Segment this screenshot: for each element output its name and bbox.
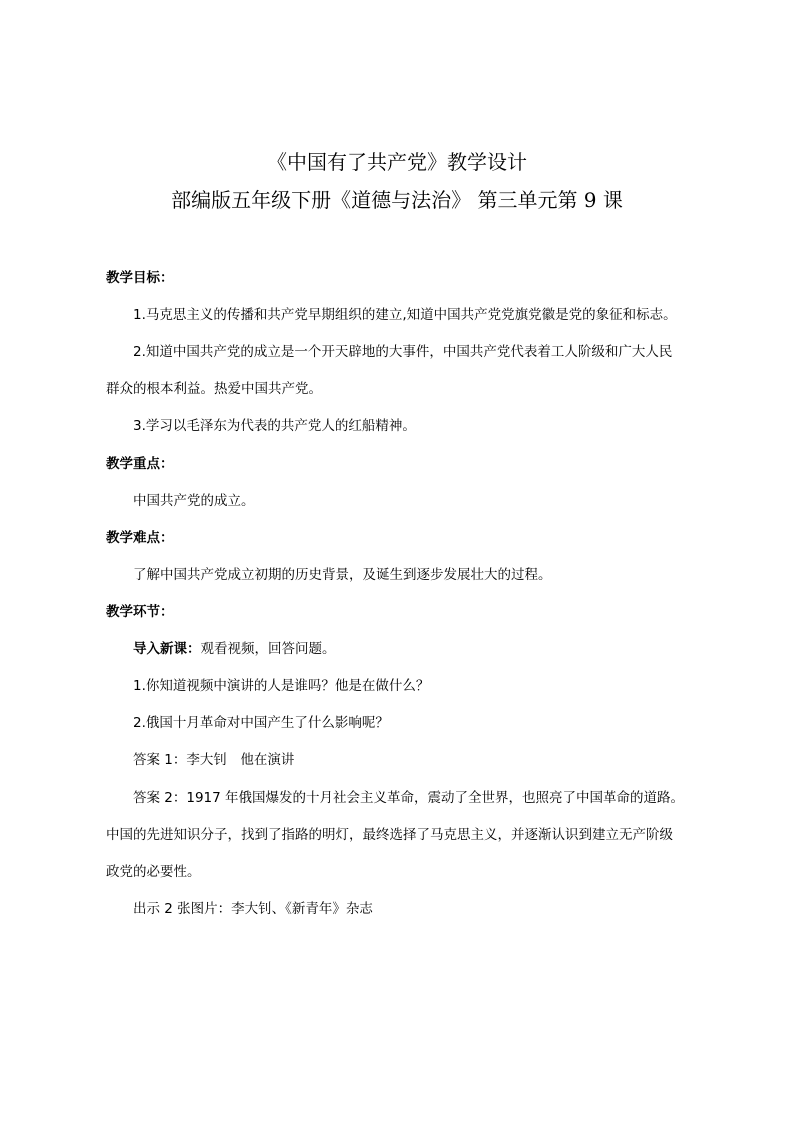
difficulty-heading: 教学难点： bbox=[106, 530, 174, 546]
key-point-heading: 教学重点： bbox=[106, 456, 174, 472]
answer-1: 答案 1：李大钊 他在演讲 bbox=[133, 752, 295, 768]
objective-item: 2.知道中国共产党的成立是一个开天辟地的大事件，中国共产党代表着工人阶级和广大人民 bbox=[133, 344, 673, 360]
intro-label: 导入新课： bbox=[133, 641, 201, 657]
answer-2-line: 答案 2：1917 年俄国爆发的十月社会主义革命，震动了全世界，也照亮了中国革命的道路。 bbox=[133, 790, 685, 806]
question-item: 2.俄国十月革命对中国产生了什么影响呢？ bbox=[133, 715, 389, 731]
difficulty-text: 了解中国共产党成立初期的历史背景，及诞生到逐步发展壮大的过程。 bbox=[133, 567, 552, 583]
show-pictures-text: 出示 2 张图片：李大钊、《新青年》杂志 bbox=[133, 901, 373, 917]
objective-item-continuation: 群众的根本利益。热爱中国共产党。 bbox=[106, 381, 322, 397]
objective-item: 3.学习以毛泽东为代表的共产党人的红船精神。 bbox=[133, 418, 416, 434]
answer-2-line: 中国的先进知识分子，找到了指路的明灯，最终选择了马克思主义，并逐渐认识到建立无产阶级 bbox=[106, 827, 673, 843]
document-title: 《中国有了共产党》教学设计 bbox=[267, 150, 527, 174]
key-point-text: 中国共产党的成立。 bbox=[133, 493, 255, 509]
answer-2-line: 政党的必要性。 bbox=[106, 864, 201, 880]
objective-item: 1.马克思主义的传播和共产党早期组织的建立,知道中国共产党党旗党徽是党的象征和标志。 bbox=[133, 307, 677, 323]
process-heading: 教学环节： bbox=[106, 604, 174, 620]
intro-paragraph bbox=[133, 639, 336, 659]
document-subtitle: 部编版五年级下册《道德与法治》 第三单元第 9 课 bbox=[171, 188, 623, 212]
objectives-heading: 教学目标： bbox=[106, 270, 174, 286]
question-item: 1.你知道视频中演讲的人是谁吗？他是在做什么？ bbox=[133, 678, 430, 694]
intro-text: 观看视频，回答问题。 bbox=[200, 641, 336, 657]
